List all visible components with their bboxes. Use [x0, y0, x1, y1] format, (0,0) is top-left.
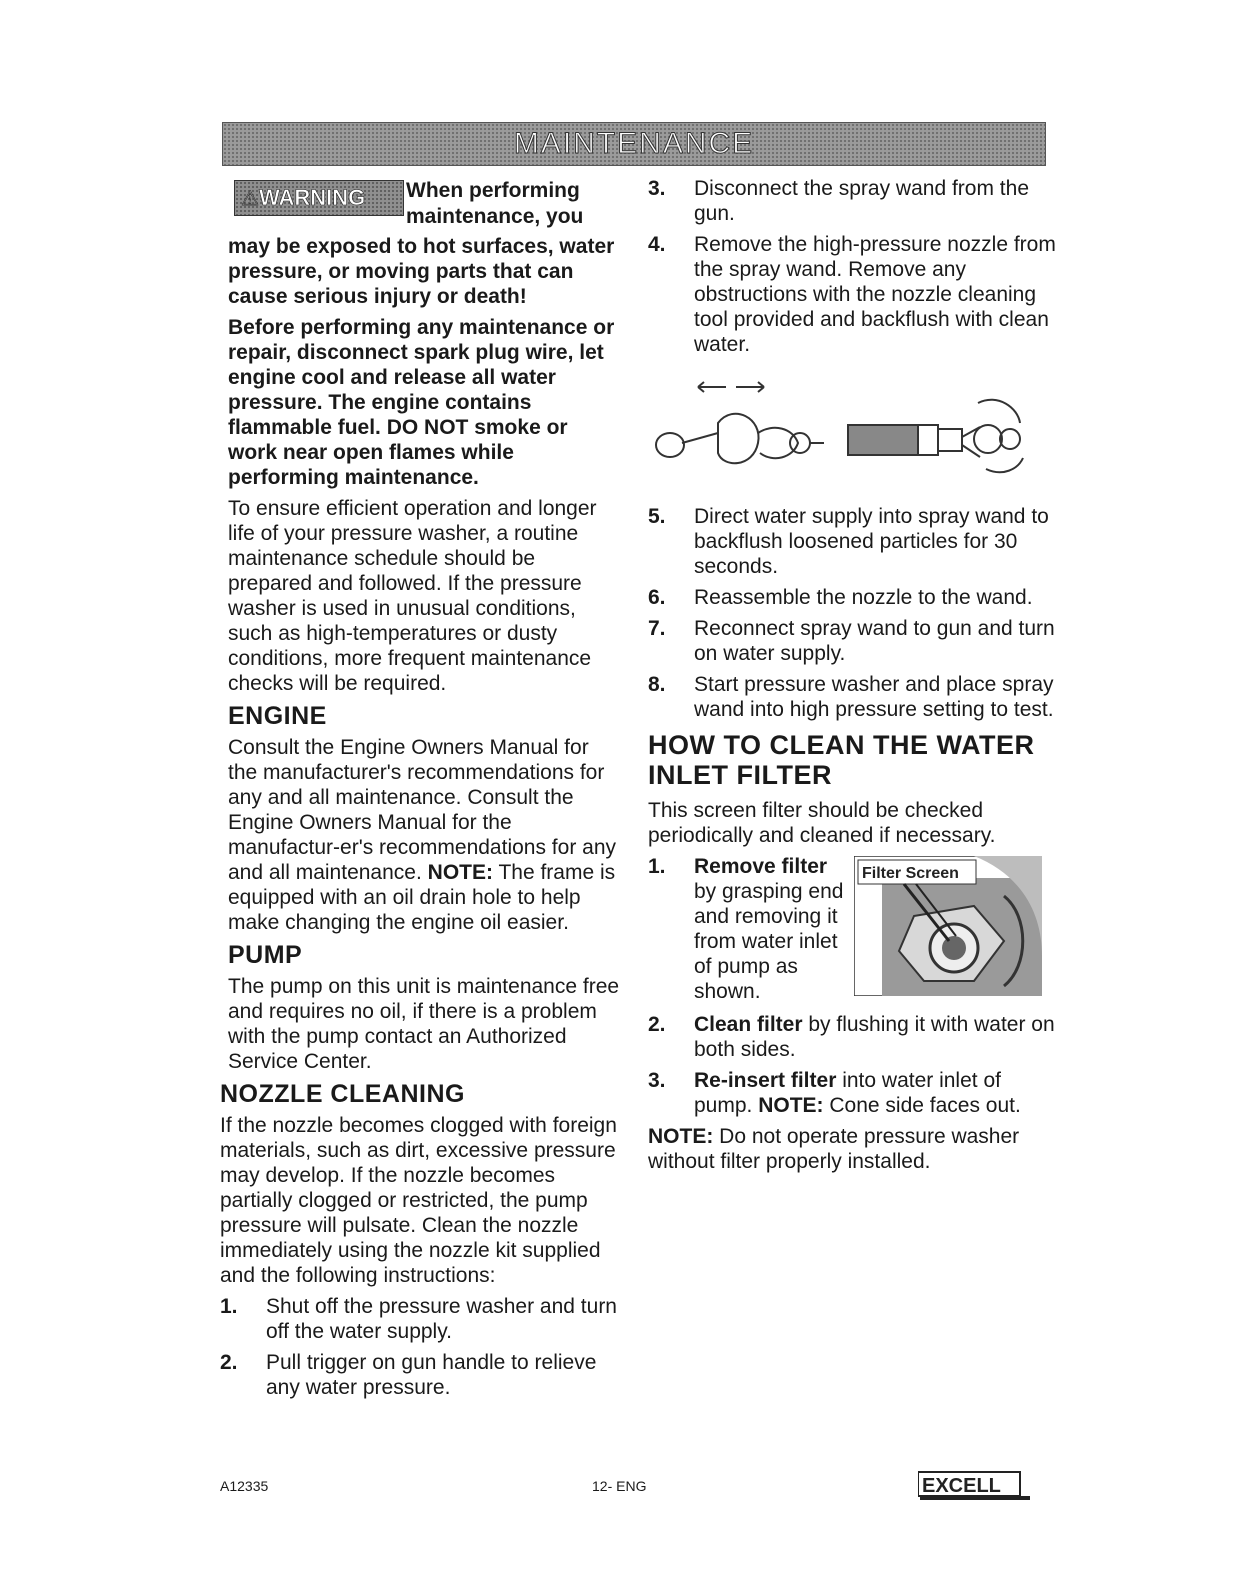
warning-lead: When performing maintenance, you: [406, 179, 584, 228]
list-item: 2. Clean filter by flushing it with water on both sides.: [648, 1013, 1055, 1061]
pump-paragraph: The pump on this unit is maintenance free and requires no oil, if there is a problem with the pump contact an Authorized Service Center.: [228, 975, 620, 1073]
list-item: 7. Reconnect spray wand to gun and turn on water supply.: [648, 617, 1055, 665]
engine-heading: ENGINE: [228, 702, 327, 730]
warning-text: may be exposed to hot surfaces, water pressure, or moving parts that can cause serious injury or death!: [228, 235, 615, 308]
nozzle-steps-b: [648, 176, 1058, 357]
pump-heading: PUMP: [228, 941, 303, 969]
engine-note-text: The frame is equipped with an oil drain hole to help make changing the engine oil easier.: [228, 861, 616, 934]
filter-heading: HOW TO CLEAN THE WATER INLET FILTER: [648, 730, 1035, 790]
filter-screen-label: Filter Screen: [862, 865, 959, 882]
svg-text:EXCELL: EXCELL: [922, 1475, 1001, 1497]
filter-step-1-block: [648, 854, 1058, 1004]
list-item: 5. Direct water supply into spray wand to backflush loosened particles for 30 seconds.: [648, 505, 1049, 578]
nozzle-paragraph: If the nozzle becomes clogged with foreign materials, such as dirt, excessive pressure may develop. If the nozzle becomes partially clogged or restricted, the pump pressure will pulsate. Clean the nozzle immediately using the nozzle kit supplied and the following instructions:: [220, 1114, 617, 1287]
right-column: [648, 176, 1058, 1180]
list-item: 6. Reassemble the nozzle to the wand.: [648, 586, 1033, 609]
section-banner: [222, 122, 1046, 166]
engine-text: Consult the Engine Owners Manual for the manufacturer's recommendations for any and all maintenance. Consult the Engine Owners Manual for the manufactur-er's recommendations for any and all maintenance.: [228, 736, 617, 884]
engine-note-label: NOTE:: [427, 861, 493, 884]
filter-intro: This screen filter should be checked periodically and cleaned if necessary.: [648, 799, 996, 847]
list-item: 4. Remove the high-pressure nozzle from the spray wand. Remove any obstructions with the nozzle cleaning tool provided and backflush with clean water.: [648, 233, 1056, 356]
list-item: 8. Start pressure washer and place spray wand into high pressure setting to test.: [648, 673, 1054, 721]
list-item: 3. Re-insert filter into water inlet of pump. NOTE: Cone side faces out.: [648, 1069, 1021, 1117]
nozzle-steps-a: [220, 1294, 620, 1400]
list-item: 1. Shut off the pressure washer and turn off the water supply.: [220, 1295, 617, 1343]
nozzle-heading: NOZZLE CLEANING: [220, 1080, 465, 1108]
nozzle-diagram-illustration: [648, 373, 1048, 483]
warning-paragraph: Before performing any maintenance or repair, disconnect spark plug wire, let engine cool and release all water pressure. The engine contains flammable fuel. DO NOT smoke or work near open flames while performing maintenance.: [228, 316, 615, 489]
warning-block: [220, 176, 620, 234]
left-column: [220, 176, 620, 1406]
banner-title: MAINTENANCE: [513, 127, 755, 160]
filter-steps-b: [648, 1012, 1058, 1118]
document-code: A12335: [220, 1478, 269, 1494]
warning-triangle-icon: ⚠: [241, 188, 259, 210]
excell-logo: [918, 1470, 1030, 1502]
filter-screen-illustration: [854, 856, 1042, 996]
filter-final-note: NOTE: Do not operate pressure washer without filter properly installed.: [648, 1125, 1020, 1173]
list-item: 2. Pull trigger on gun handle to relieve any water pressure.: [220, 1351, 597, 1399]
page-number: 12- ENG: [592, 1478, 647, 1494]
list-item: 3. Disconnect the spray wand from the gun.: [648, 177, 1029, 225]
warning-badge: [234, 180, 404, 216]
engine-paragraph: [228, 735, 620, 935]
warning-badge-label: WARNING: [258, 185, 366, 210]
intro-paragraph: To ensure efficient operation and longer life of your pressure washer, a routine maintenance schedule should be prepared and followed. If the pressure washer is used in unusual conditions, such as high-temperatures or dusty conditions, more frequent maintenance checks will be required.: [228, 497, 597, 695]
nozzle-steps-c: [648, 504, 1058, 722]
list-item: 1. Remove filter by grasping end and removing it from water inlet of pump as shown.: [648, 855, 844, 1003]
